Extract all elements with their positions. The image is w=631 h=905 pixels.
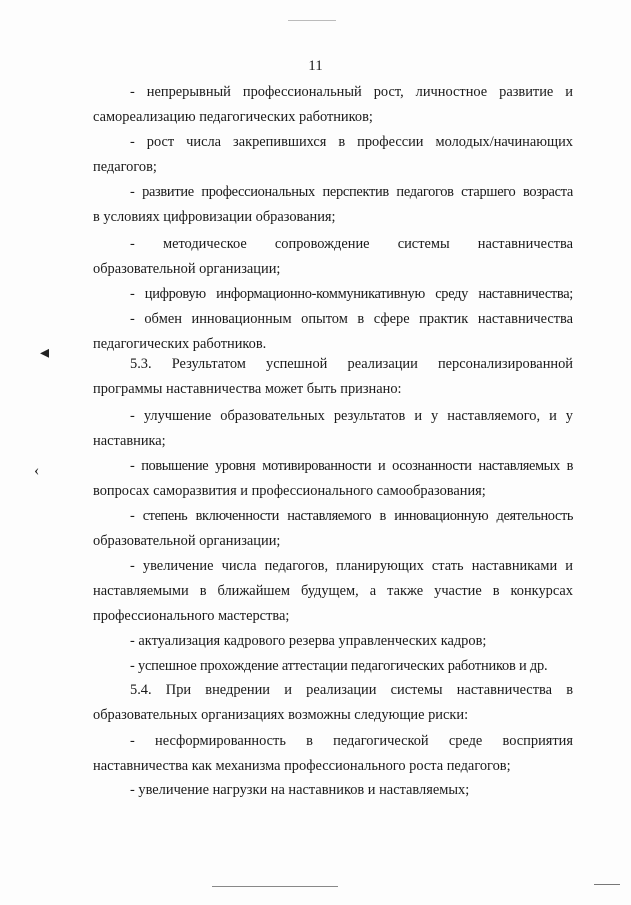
text-line-18: - степень включенности наставляемого в инновационную деятельность: [130, 508, 573, 524]
text-line-26: образовательных организациях возможны следующие риски:: [93, 707, 469, 723]
text-line-24: - успешное прохождение аттестации педагогических работников и др.: [130, 658, 548, 674]
text-line-28: наставничества как механизма профессионального роста педагогов;: [93, 758, 511, 774]
margin-mark-left-2: ‹: [34, 462, 40, 479]
text-line-22: профессионального мастерства;: [93, 608, 290, 624]
scan-artifact-corner: [594, 884, 620, 885]
text-line-17: вопросах саморазвития и профессионального самообразования;: [93, 483, 486, 499]
margin-mark-left: ◂: [40, 342, 50, 362]
text-line-20: - увеличение числа педагогов, планирующих стать наставниками и: [130, 558, 573, 574]
text-line-5: - развитие профессиональных перспектив педагогов старшего возраста: [130, 184, 573, 200]
text-line-4: педагогов;: [93, 159, 157, 175]
scan-artifact-bottom: [212, 886, 338, 887]
text-line-2: самореализацию педагогических работников;: [93, 109, 373, 125]
text-line-21: наставляемыми в ближайшем будущем, а также участие в конкурсах: [93, 583, 573, 599]
text-line-14: - улучшение образовательных результатов и у наставляемого, и у: [130, 408, 573, 424]
text-line-7: - методическое сопровождение системы наставничества: [130, 236, 573, 252]
text-line-9: - цифровую информационно-коммуникативную среду наставничества;: [130, 286, 573, 302]
text-line-10: - обмен инновационным опытом в сфере практик наставничества: [130, 311, 573, 327]
text-line-11: педагогических работников.: [93, 336, 267, 352]
text-line-1: - непрерывный профессиональный рост, личностное развитие и: [130, 84, 573, 100]
text-line-29: - увеличение нагрузки на наставников и наставляемых;: [130, 782, 470, 798]
text-line-25: 5.4. При внедрении и реализации системы наставничества в: [130, 682, 573, 698]
text-line-3: - рост числа закрепившихся в профессии молодых/начинающих: [130, 134, 573, 150]
text-line-19: образовательной организации;: [93, 533, 281, 549]
text-line-13: программы наставничества может быть признано:: [93, 381, 402, 397]
text-line-23: - актуализация кадрового резерва управленческих кадров;: [130, 633, 487, 649]
text-line-27: - несформированность в педагогической среде восприятия: [130, 733, 573, 749]
text-line-16: - повышение уровня мотивированности и осознанности наставляемых в: [130, 458, 573, 474]
page-number: 11: [308, 58, 323, 74]
text-line-12: 5.3. Результатом успешной реализации персонализированной: [130, 356, 573, 372]
text-line-15: наставника;: [93, 433, 166, 449]
text-line-6: в условиях цифровизации образования;: [93, 209, 336, 225]
scan-artifact-top: [288, 20, 336, 21]
text-line-8: образовательной организации;: [93, 261, 281, 277]
